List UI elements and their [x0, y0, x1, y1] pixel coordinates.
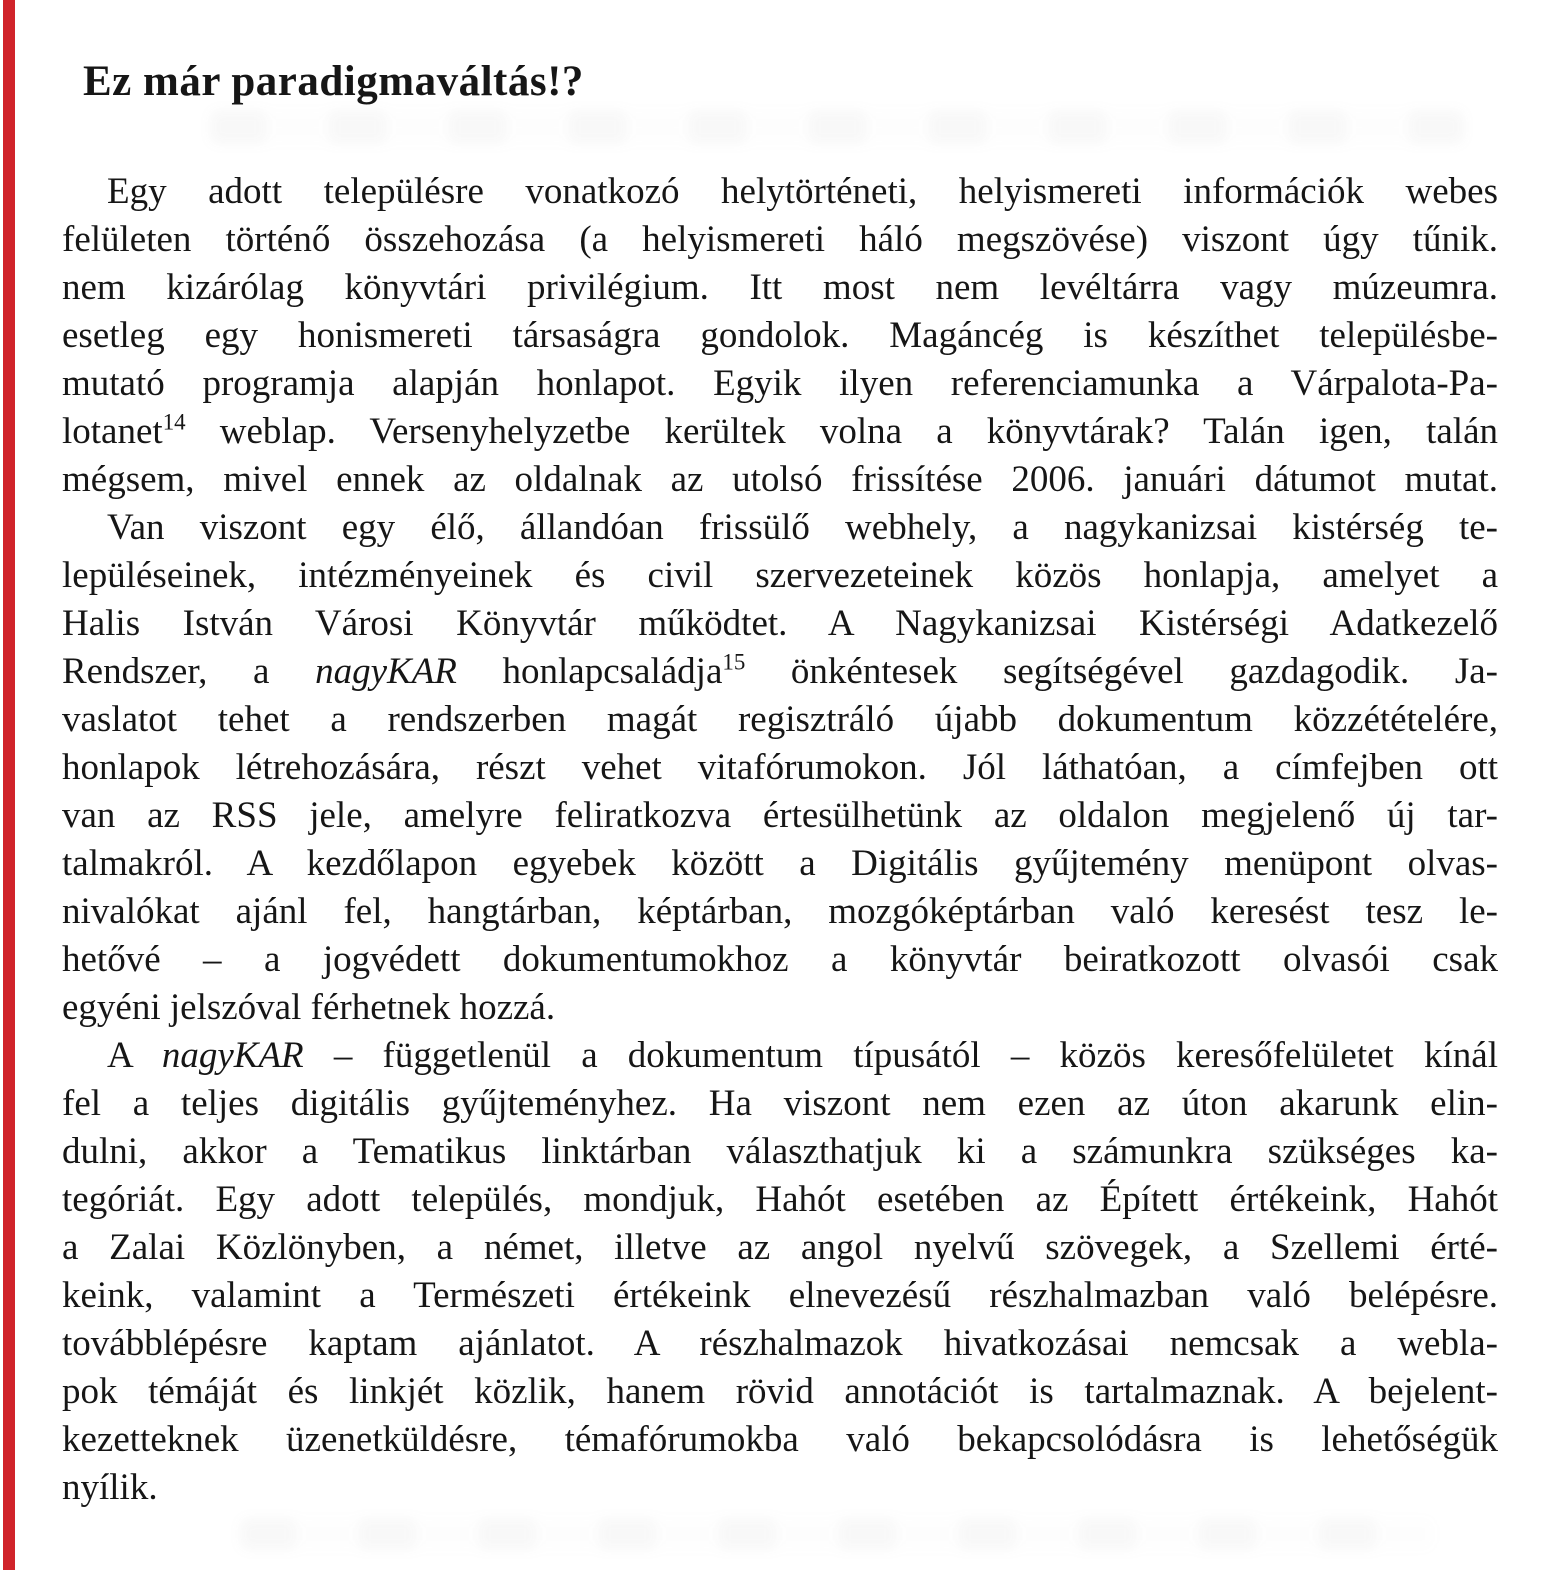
- text-line: dulni, akkor a Tematikus linktárban választhatjuk ki a számunkra szükséges ka-: [62, 1131, 1498, 1172]
- text-line: keink, valamint a Természeti értékeink elnevezésű részhalmazban való belépésre.: [62, 1275, 1498, 1316]
- text-line: kezetteknek üzenetküldésre, témafórumokba való bekapcsolódásra is lehetőségük: [62, 1419, 1498, 1460]
- text-line: talmakról. A kezdőlapon egyebek között a Digitális gyűjtemény menüpont olvas-: [62, 843, 1498, 884]
- text-line: tegóriát. Egy adott település, mondjuk, Hahót esetében az Épített értékeink, Hahót: [62, 1179, 1498, 1220]
- text-line: lepüléseinek, intézményeinek és civil szervezeteinek közös honlapja, amelyet a: [62, 555, 1498, 596]
- body-text: [62, 168, 1498, 1512]
- text-line: van az RSS jele, amelyre feliratkozva értesülhetünk az oldalon megjelenő új tar-: [62, 795, 1498, 836]
- text-line: fel a teljes digitális gyűjteményhez. Ha viszont nem ezen az úton akarunk elin-: [62, 1083, 1498, 1124]
- text-line: Halis István Városi Könyvtár működtet. A Nagykanizsai Kistérségi Adatkezelő: [62, 603, 1498, 644]
- text-column: [62, 58, 1498, 1512]
- text-line: a Zalai Közlönyben, a német, illetve az angol nyelvű szövegek, a Szellemi érté-: [62, 1227, 1498, 1268]
- text-line: A nagyKAR – függetlenül a dokumentum típusától – közös keresőfelületet kínál: [107, 1035, 1498, 1076]
- text-line: lotanet$^{14}$ weblap. Versenyhelyzetbe kerültek volna a könyvtárak? Talán igen, talán: [62, 409, 1498, 452]
- text-line: Egy adott településre vonatkozó helytörténeti, helyismereti információk webes: [107, 171, 1498, 212]
- bleed-through-artifact-bottom: [240, 1518, 1434, 1550]
- text-line: egyéni jelszóval férhetnek hozzá.: [62, 987, 556, 1028]
- text-line: felületen történő összehozása (a helyismereti háló megszövése) viszont úgy tűnik.: [62, 219, 1498, 260]
- text-line: továbblépésre kaptam ajánlatot. A részhalmazok hivatkozásai nemcsak a webla-: [62, 1323, 1498, 1364]
- text-line: pok témáját és linkjét közlik, hanem rövid annotációt is tartalmaznak. A bejelent-: [62, 1371, 1498, 1412]
- text-line: nyílik.: [62, 1467, 158, 1508]
- text-line: vaslatot tehet a rendszerben magát regisztráló újabb dokumentum közzétételére,: [62, 699, 1498, 740]
- text-line: hetővé – a jogvédett dokumentumokhoz a könyvtár beiratkozott olvasói csak: [62, 939, 1498, 980]
- text-line: nivalókat ajánl fel, hangtárban, képtárban, mozgóképtárban való keresést tesz le-: [62, 891, 1498, 932]
- text-line: nem kizárólag könyvtári privilégium. Itt most nem levéltárra vagy múzeumra.: [62, 267, 1498, 308]
- text-line: honlapok létrehozására, részt vehet vitafórumokon. Jól láthatóan, a címfejben ott: [62, 747, 1498, 788]
- text-line: mutató programja alapján honlapot. Egyik ilyen referenciamunka a Várpalota-Pa-: [62, 363, 1498, 404]
- text-line: Rendszer, a nagyKAR honlapcsaládja$^{15}$ önkéntesek segítségével gazdagodik. Ja-: [62, 649, 1498, 692]
- section-heading: Ez már paradigmaváltás!?: [83, 58, 584, 105]
- text-line: mégsem, mivel ennek az oldalnak az utolsó frissítése 2006. januári dátumot mutat.: [62, 459, 1498, 500]
- text-line: Van viszont egy élő, állandóan frissülő webhely, a nagykanizsai kistérség te-: [107, 507, 1498, 548]
- scan-edge-red-stripe: [3, 0, 15, 1570]
- text-line: esetleg egy honismereti társaságra gondolok. Magáncég is készíthet településbe-: [62, 315, 1498, 356]
